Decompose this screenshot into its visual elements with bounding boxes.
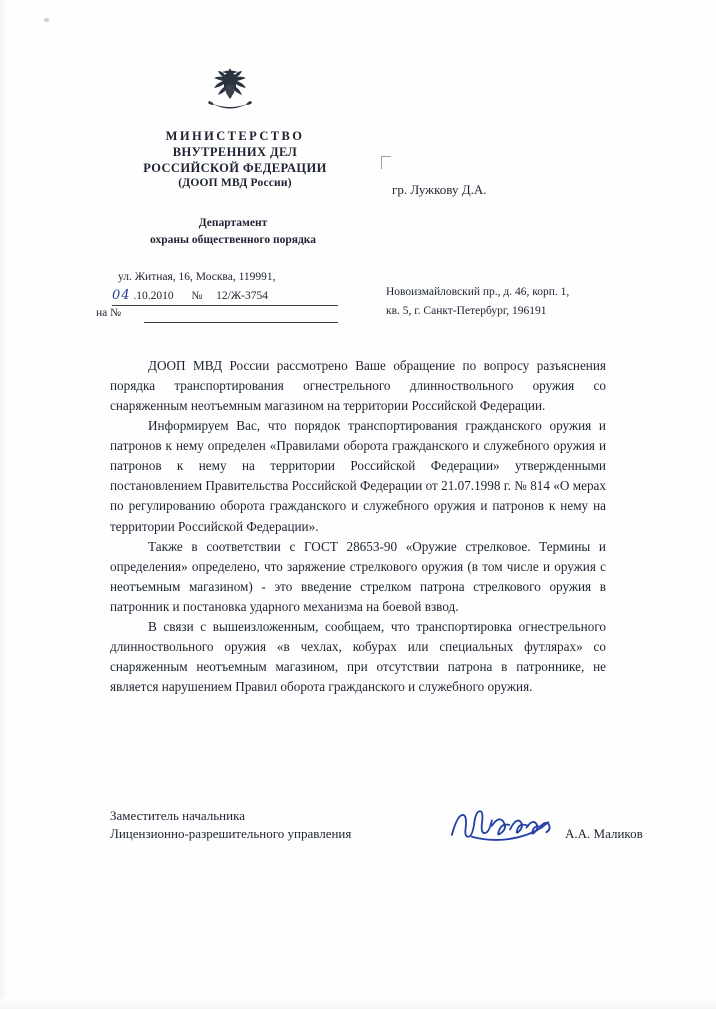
document-body: [110, 356, 606, 697]
date-rule: [112, 305, 338, 306]
mvd-emblem-icon: [196, 66, 264, 118]
recipient-address-line-1: Новоизмайловский пр., д. 46, корп. 1,: [386, 286, 570, 298]
letterhead-line-4: (ДООП МВД России): [178, 177, 292, 189]
body-paragraph-1: ДООП МВД России рассмотрено Ваше обращение по вопросу разъяснения порядка транспортирования огнестрельного длинноствольного оружия со снаряженным неотъемным магазином на территории Российской Федерации.: [110, 358, 606, 414]
body-paragraph-3: Также в соответствии с ГОСТ 28653-90 «Оружие стрелковое. Термины и определения» определено, что заряжение стрелкового оружия (в том числе и оружия с неотъемным магазином) - это введение стрелком патрона стрелкового оружия в патронник и постановка ударного механизма на боевой взвод.: [110, 538, 606, 614]
letterhead: [120, 128, 350, 191]
body-paragraph-2: Информируем Вас, что порядок транспортирования гражданского оружия и патронов к нему определен «Правилами оборота гражданского и служебного оружия и патронов к нему на территории Российской Федерации» утвержденными постановлением Правительства Российской Федерации от 21.07.1998 г. № 814 «О мерах по регулированию оборота гражданского и служебного оружия и патронов к нему на территории Российской Федерации».: [110, 418, 606, 534]
signer-name: А.А. Маликов: [565, 826, 643, 841]
department-block: [108, 215, 358, 248]
scan-speck: [44, 18, 49, 22]
sender-address: ул. Житная, 16, Москва, 119991,: [118, 271, 276, 283]
signer-title-line-1: Заместитель начальника: [110, 808, 245, 823]
recipient-address-line-2: кв. 5, г. Санкт-Петербург, 196191: [386, 304, 547, 317]
signer-title-line-2: Лицензионно-разрешительного управления: [110, 826, 352, 841]
signature-block: [110, 806, 643, 842]
letterhead-line-2: ВНУТРЕННИХ ДЕЛ: [172, 145, 298, 159]
handwritten-day: 04: [112, 288, 131, 303]
department-line-2: охраны общественного порядка: [150, 233, 316, 246]
letterhead-line-1: МИНИСТЕРСТВО: [165, 129, 305, 143]
reference-label: на №: [96, 307, 122, 319]
printed-date: .10.2010: [133, 290, 174, 302]
letterhead-line-3: РОССИЙСКОЙ ФЕДЕРАЦИИ: [143, 161, 327, 175]
number-label: №: [191, 290, 203, 302]
addressee: гр. Лужкову Д.А.: [392, 182, 487, 197]
handwritten-signature: [443, 804, 568, 844]
scan-edge-left: [0, 0, 8, 1009]
recipient-address: [386, 283, 676, 320]
date-and-number-line: [112, 288, 362, 306]
number-value: 12/Ж-3754: [216, 290, 268, 302]
scan-edge-bottom: [0, 999, 716, 1009]
department-line-1: Департамент: [198, 217, 268, 229]
reference-rule: [144, 322, 338, 323]
body-paragraph-4: В связи с вышеизложенным, сообщаем, что транспортировка огнестрельного длинноствольного оружия «в чехлах, кобурах или специальных футлярах» со снаряженным неотъемным магазином, при отсутствии патрона в патроннике, не является нарушением Правил оборота гражданского и служебного оружия.: [110, 618, 606, 694]
corner-mark: [381, 156, 391, 169]
